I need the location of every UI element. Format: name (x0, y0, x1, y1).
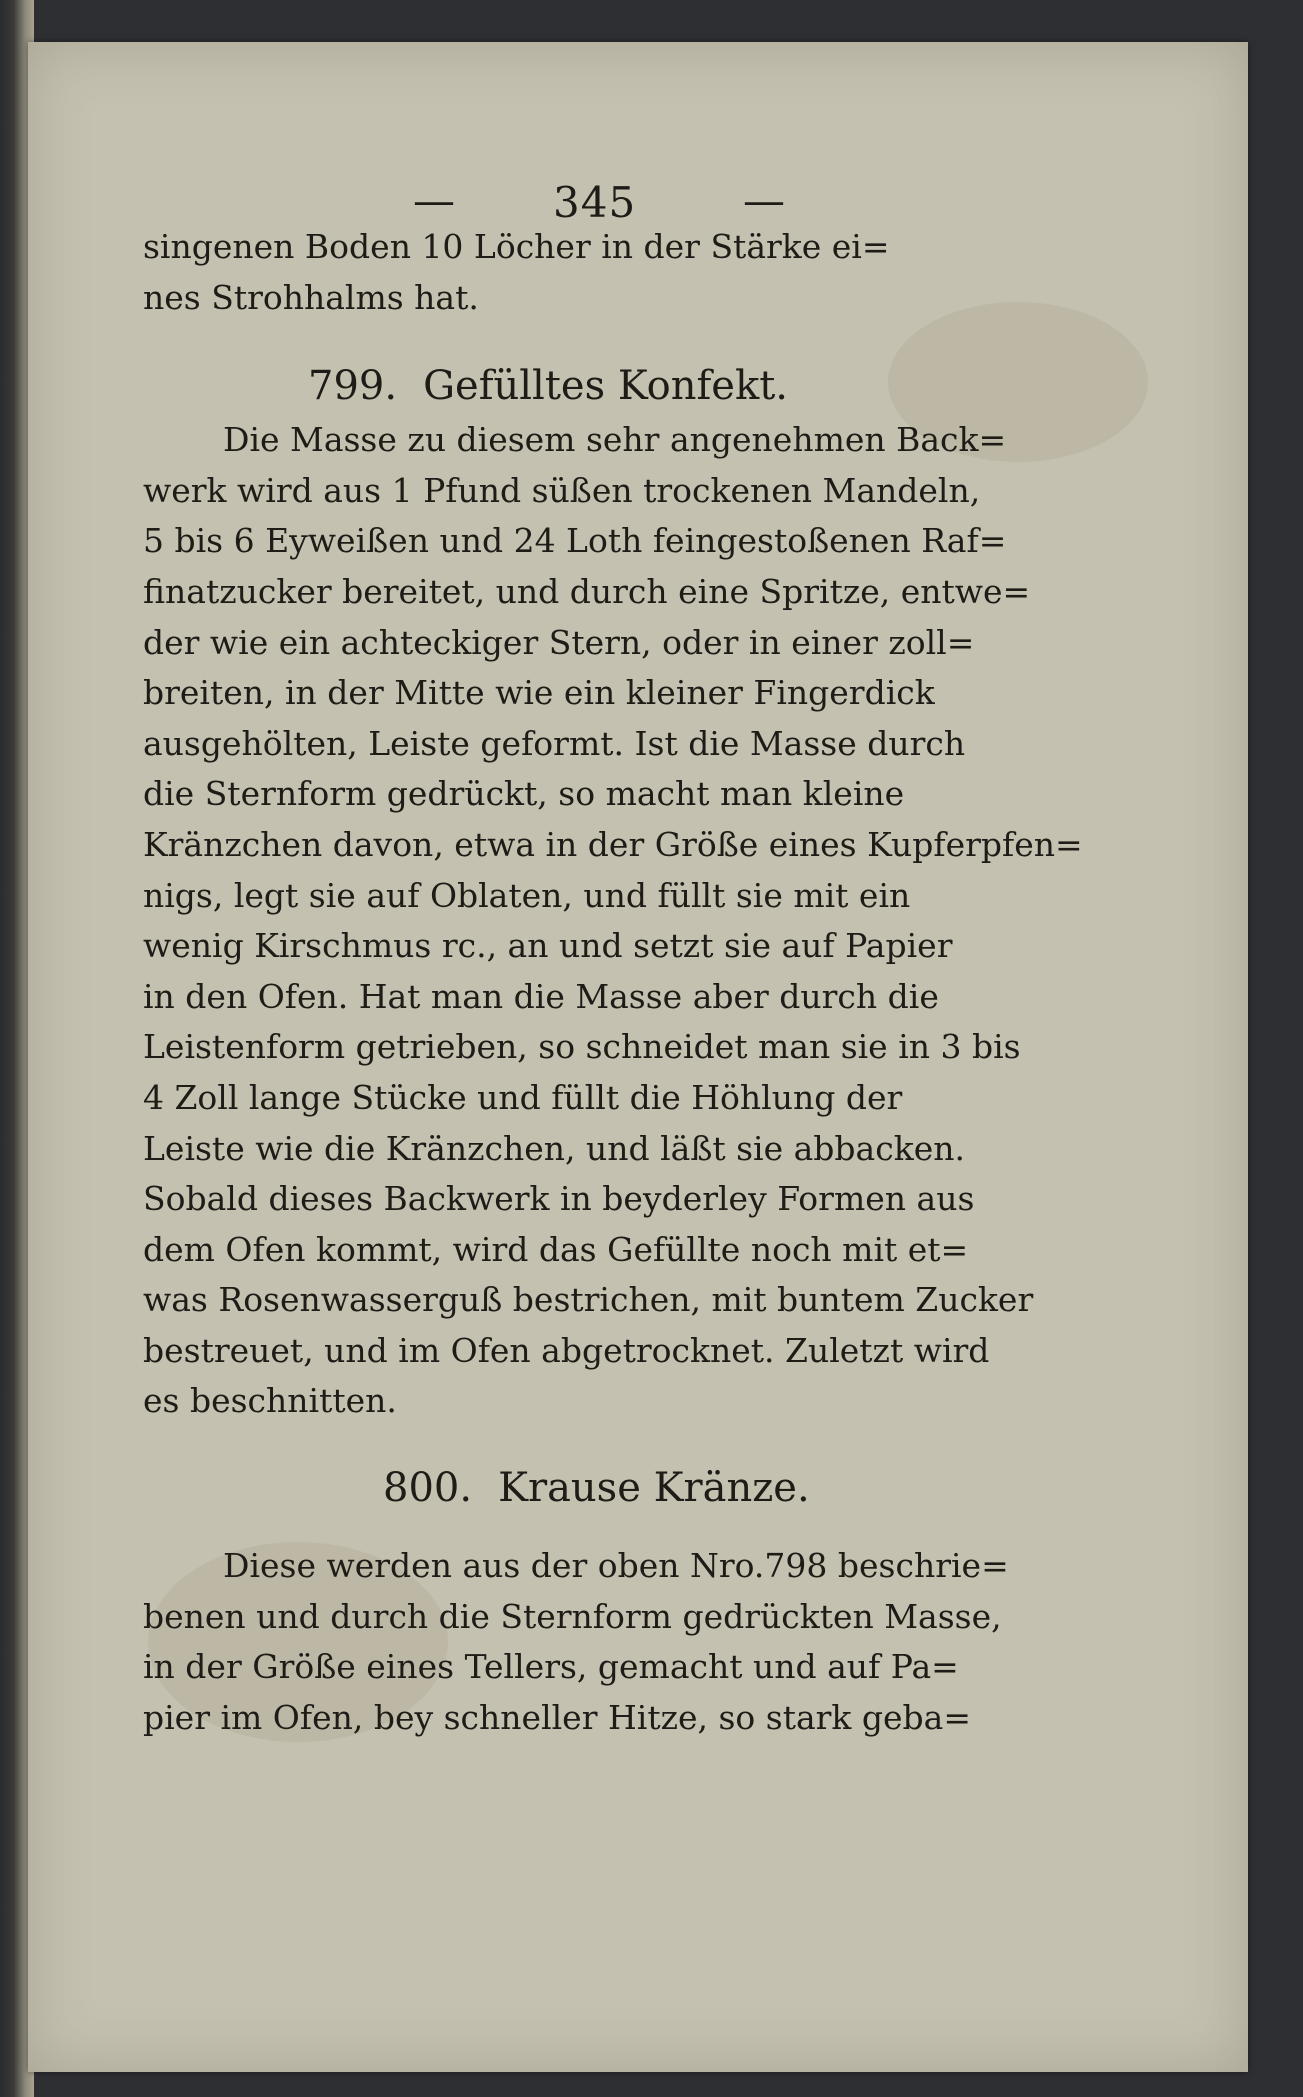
text-line: benen und durch die Sternform gedrückten Masse, (143, 1596, 1002, 1636)
section-heading-800 (383, 1463, 1083, 1513)
text-line: 4 Zoll lange Stücke und füllt die Höhlung der (143, 1077, 903, 1117)
page-number: 345 (553, 178, 637, 227)
text-line: Kränzchen davon, etwa in der Größe eines Kupferpfen= (143, 824, 1083, 864)
text-line: Leistenform getrieben, so schneidet man sie in 3 bis (143, 1027, 1021, 1067)
text-line: singenen Boden 10 Löcher in der Stärke ei= (143, 227, 890, 266)
section-title: Krause Kränze. (498, 1465, 810, 1512)
section-number: 799. (308, 363, 398, 410)
page-text (143, 152, 1083, 1743)
text-line: der wie ein achteckiger Stern, oder in einer zoll= (143, 622, 975, 662)
section-number: 800. (383, 1465, 473, 1512)
text-line: Leiste wie die Kränzchen, und läßt sie abbacken. (143, 1128, 965, 1168)
text-line: nes Strohhalms hat. (143, 277, 479, 317)
section-800-paragraph (143, 1541, 1083, 1743)
text-line: was Rosenwasserguß bestrichen, mit buntem Zucker (143, 1280, 1034, 1320)
page-header (143, 152, 1083, 227)
text-line: Die Masse zu diesem sehr angenehmen Back= (223, 420, 1007, 460)
text-line: die Sternform gedrückt, so macht man kleine (143, 774, 905, 814)
text-line: nigs, legt sie auf Oblaten, und füllt sie mit ein (143, 875, 911, 915)
text-line: es beschnitten. (143, 1381, 397, 1421)
text-line: finatzucker bereitet, und durch eine Spritze, entwe= (143, 571, 1031, 611)
header-dash-right: — (743, 176, 785, 225)
header-dash-left: — (413, 176, 455, 225)
text-line: pier im Ofen, bey schneller Hitze, so stark geba= (143, 1697, 971, 1737)
text-line: in der Größe eines Tellers, gemacht und auf Pa= (143, 1647, 959, 1687)
text-line: Sobald dieses Backwerk in beyderley Formen aus (143, 1179, 975, 1219)
text-line: dem Ofen kommt, wird das Gefüllte noch mit et= (143, 1229, 969, 1269)
text-line: in den Ofen. Hat man die Masse aber durch die (143, 976, 939, 1016)
text-line: 5 bis 6 Eyweißen und 24 Loth feingestoßenen Raf= (143, 521, 1007, 561)
text-line: breiten, in der Mitte wie ein kleiner Fingerdick (143, 673, 935, 713)
text-line: Diese werden aus der oben Nro.798 beschrie= (223, 1546, 1009, 1586)
text-line: ausgehölten, Leiste geformt. Ist die Masse durch (143, 723, 966, 763)
section-title: Gefülltes Konfekt. (423, 363, 788, 410)
intro-paragraph (143, 222, 1083, 323)
section-heading-799 (308, 361, 1083, 411)
text-line: bestreuet, und im Ofen abgetrocknet. Zuletzt wird (143, 1330, 990, 1370)
book-page (28, 42, 1248, 2072)
section-799-paragraph (143, 415, 1083, 1427)
text-line: wenig Kirschmus rc., an und setzt sie auf Papier (143, 926, 953, 966)
text-line: werk wird aus 1 Pfund süßen trockenen Mandeln, (143, 470, 981, 510)
